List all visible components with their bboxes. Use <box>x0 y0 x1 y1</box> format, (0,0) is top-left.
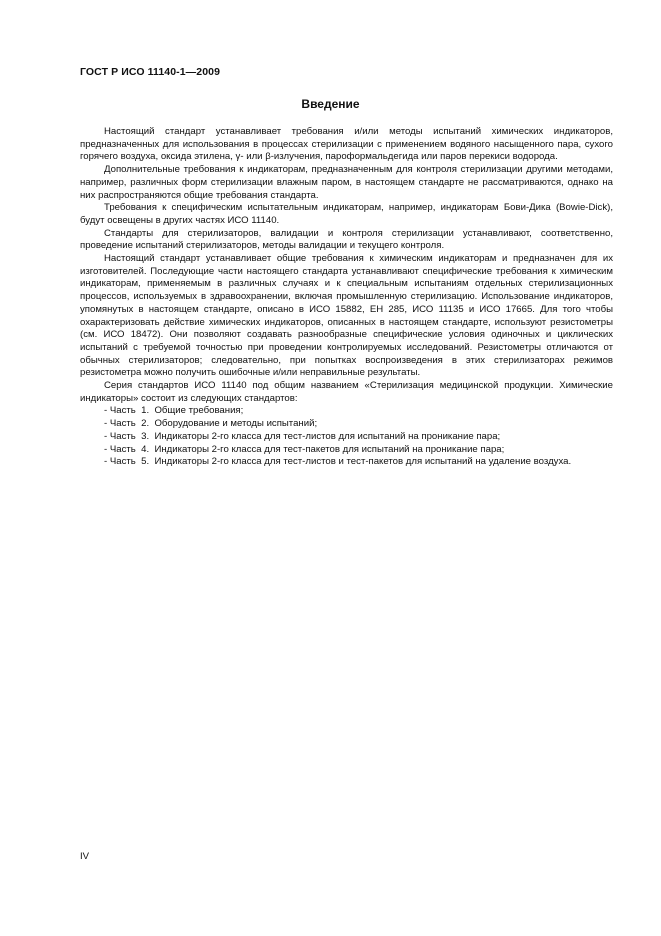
paragraph: Настоящий стандарт устанавливает общие требования к химическим индикаторам и предназначен для их изготовителей. Последующие части настоящего стандарта устанавливают специфические требования к химическим индикаторам, применяемым в различных случаях и к специальным испытаниям отдельных стерилизационных процессов, используемых в здравоохранении, включая промышленную стерилизацию. Использование индикаторов, упомянутых в настоящем стандарте, описано в ИСО 15882, ЕН 285, ИСО 11135 и ИСО 17665. Для того чтобы охарактеризовать действие химических индикаторов, описанных в настоящем стандарте, используют резистометры (см. ИСО 18472). Они позволяют создавать разнообразные специфические условия одиночных и циклических испытаний с требуемой точностью при проведении контролируемых исследований. Резистометры отличаются от обычных стерилизаторов; следовательно, при попытках воспроизведения в этих стерилизаторах режимов резистометра можно получить ошибочные и/или неправильные результаты. <box>80 253 613 379</box>
parts-list <box>80 405 613 469</box>
paragraph: Дополнительные требования к индикаторам, предназначенным для контроля стерилизации другими методами, например, различных форм стерилизации влажным паром, в настоящем стандарте не рассматриваются, однако на них распространяются общие требования стандарта. <box>80 164 613 201</box>
section-title: Введение <box>301 97 360 111</box>
paragraph: Стандарты для стерилизаторов, валидации и контроля стерилизации устанавливают, соответственно, проведение испытаний стерилизаторов, методы валидации и текущего контроля. <box>80 227 613 252</box>
page-number: IV <box>80 851 90 862</box>
list-item: - Часть 5. Индикаторы 2-го класса для тест-листов и тест-пакетов для испытаний на удаление воздуха. <box>104 456 572 468</box>
document-code: ГОСТ Р ИСО 11140-1—2009 <box>80 66 221 78</box>
paragraph: Требования к специфическим испытательным индикаторам, например, индикаторам Бови-Дика (Bowie-Dick), будут освещены в других частях ИСО 11140. <box>80 202 613 226</box>
list-item: - Часть 3. Индикаторы 2-го класса для тест-листов для испытаний на проникание пара; <box>104 430 501 442</box>
list-item: - Часть 4. Индикаторы 2-го класса для тест-пакетов для испытаний на проникание пара; <box>104 443 505 455</box>
document-body <box>80 126 613 469</box>
paragraph: Серия стандартов ИСО 11140 под общим названием «Стерилизация медицинской продукции. Химические индикаторы» состоит из следующих стандартов: <box>80 380 613 404</box>
list-item: - Часть 1. Общие требования; <box>104 405 244 417</box>
list-item: - Часть 2. Оборудование и методы испытаний; <box>104 418 318 430</box>
paragraph: Настоящий стандарт устанавливает требования и/или методы испытаний химических индикаторов, предназначенных для использования в процессах стерилизации с применением водяного насыщенного пара, сухого горячего воздуха, оксида этилена, γ- или β-излучения, пароформальдегида или паров перекиси водорода. <box>80 126 613 163</box>
